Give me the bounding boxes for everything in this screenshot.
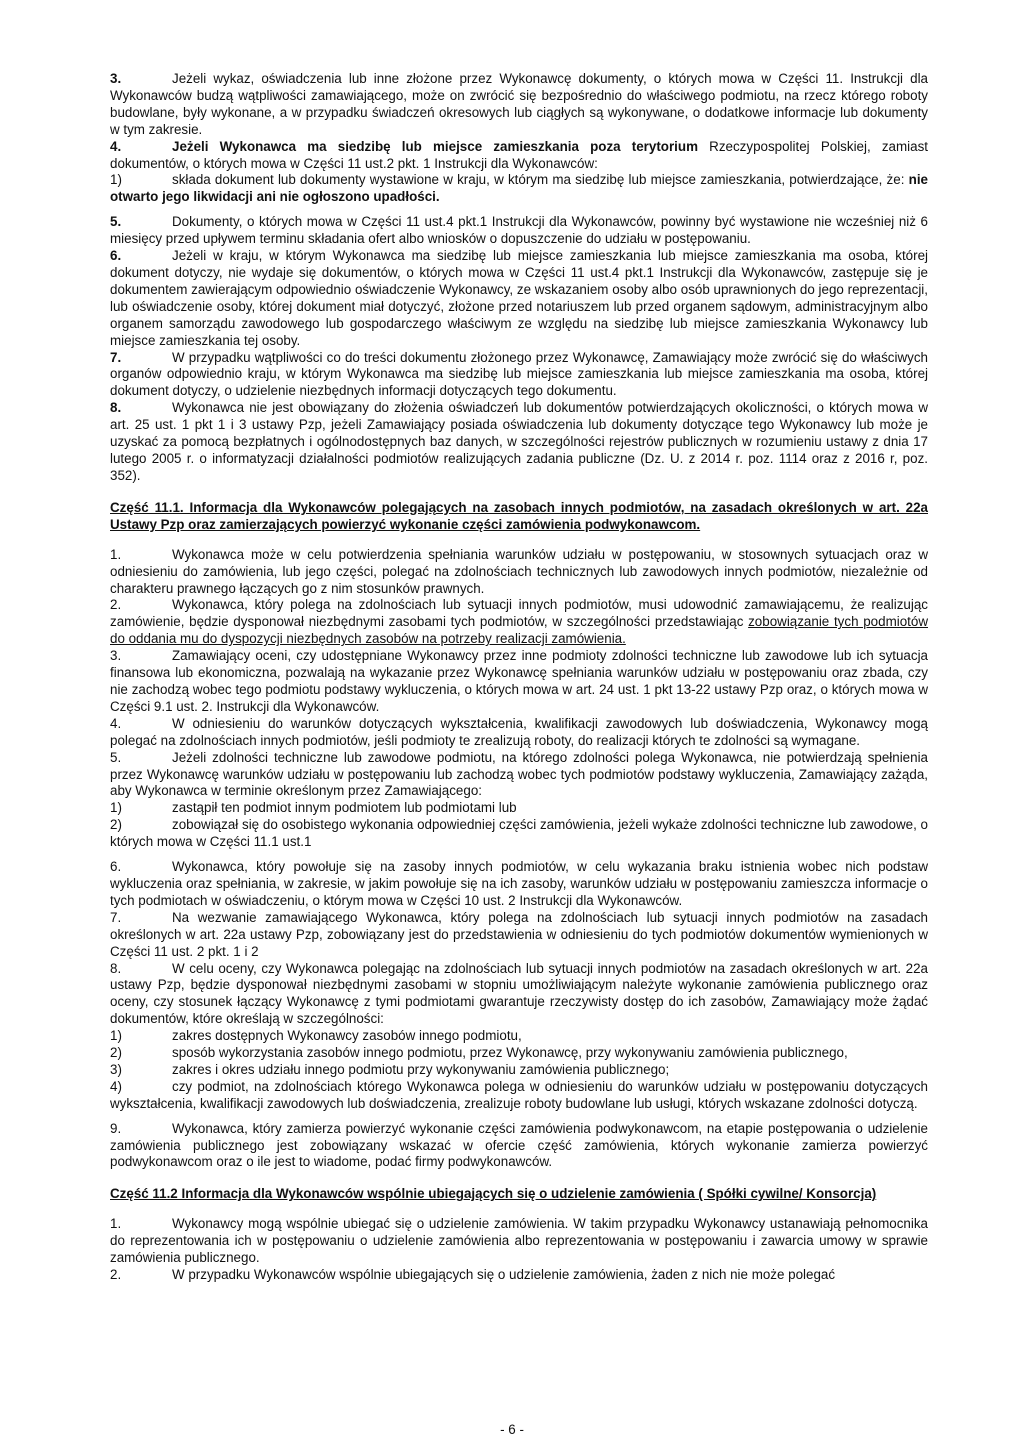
- item-number: 3.: [110, 71, 122, 86]
- item-number: 6.: [110, 248, 122, 264]
- paragraph-11-2-2: 2. W przypadku Wykonawców wspólnie ubiegających się o udzielenie zamówienia, żaden z nich nie może polegać: [110, 1267, 836, 1283]
- paragraph-11-1-3: 3. Zamawiający oceni, czy udostępniane Wykonawcy przez inne podmioty zdolności techniczne lub zawodowe lub ich sytuacja finansowa lub ekonomiczna, pozwalają na wykazanie przez Wykonawcę spełniania warunków udziału w postępowaniu oraz zbada, czy nie zachodzą wobec tego podmiotu podstawy wykluczenia, o których mowa w art. 24 ust. 1 pkt 13-22 ustawy Pzp oraz, o których mowa w Części 9.1 ust. 2. Instrukcji dla Wykonawców.: [110, 648, 928, 714]
- page-number: - 6 -: [500, 1422, 524, 1437]
- section-heading-11-2: Część 11.2 Informacja dla Wykonawców wspólnie ubiegających się o udzielenie zamówienia ( Spółki cywilne/ Konsorcja): [110, 1186, 877, 1202]
- item-number: 5.: [110, 214, 122, 230]
- list-item-8-4: 4) czy podmiot, na zdolnościach którego Wykonawca polega w odniesieniu do warunków udziału w postępowaniu dotyczących wykształcenia, kwalifikacji zawodowych lub doświadczenia, zrealizuje roboty budowlane lub usługi, których wskazane zdolności dotyczą.: [110, 1078, 928, 1111]
- paragraph-11-1-9: 9. Wykonawca, który zamierza powierzyć wykonanie części zamówienia podwykonawcom, na etapie postępowania o udzielenie zamówienia publicznego jest zobowiązany wskazać w ofercie część zamówienia, których wykonanie zamierza powierzyć podwykonawcom oraz o ile jest to wiadome, podać firmy podwykonawców.: [110, 1120, 928, 1170]
- list-item-4-1: 1) składa dokument lub dokumenty wystawione w kraju, w którym ma siedzibę lub miejsce zamieszkania, potwierdzające, że: nie otwarto jego likwidacji ani nie ogłoszono upadłości.: [110, 172, 928, 205]
- paragraph-11-1-2: 2. Wykonawca, który polega na zdolnościach lub sytuacji innych podmiotów, musi udowodnić zamawiającemu, że realizując zamówienie, będzie dysponował niezbędnymi zasobami tych podmiotów, w szczególności przedstawiając zobowiązanie tych podmiotów do oddania mu do dyspozycji niezbędnych zasobów na potrzeby realizacji zamówienia.: [110, 597, 928, 647]
- paragraph-5: 5. Dokumenty, o których mowa w Części 11 ust.4 pkt.1 Instrukcji dla Wykonawców, powinny być wystawione nie wcześniej niż 6 miesięcy przed upływem terminu składania ofert albo wniosków o dopuszczenie do udziału w postępowaniu.: [110, 214, 928, 247]
- paragraph-4: 4. Jeżeli Wykonawca ma siedzibę lub miejsce zamieszkania poza terytorium Rzeczypospolitej Polskiej, zamiast dokumentów, o których mowa w Części 11 ust.2 pkt. 1 Instrukcji dla Wykonawców:: [110, 138, 928, 171]
- paragraph-8: 8. Wykonawca nie jest obowiązany do złożenia oświadczeń lub dokumentów potwierdzających okoliczności, o których mowa w art. 25 ust. 1 pkt 1 i 3 ustawy Pzp, jeżeli Zamawiający posiada oświadczenia lub dokumenty dotyczące tego Wykonawcy lub może je uzyskać za pomocą bezpłatnych i ogólnodostępnych baz danych, w szczególności rejestrów publicznych w rozumieniu ustawy z dnia 17 lutego 2005 r. o informatyzacji działalności podmiotów realizujących zadania publiczne (Dz. U. z 2014 r. poz. 1114 oraz z 2016 r, poz. 352).: [110, 400, 928, 483]
- paragraph-11-1-6: 6. Wykonawca, który powołuje się na zasoby innych podmiotów, w celu wykazania braku istnienia wobec nich podstaw wykluczenia oraz spełniania, w zakresie, w jakim powołuje się na ich zasoby, warunków udziału w postępowaniu zamieszcza informacje o tych podmiotach w oświadczeniu, o którym mowa w Części 10 ust. 2 Instrukcji dla Wykonawców.: [110, 859, 928, 908]
- paragraph-11-1-7: 7. Na wezwanie zamawiającego Wykonawca, który polega na zdolnościach lub sytuacji innych podmiotów na zasadach określonych w art. 22a ustawy Pzp, zobowiązany jest do przedstawienia w odniesieniu do tych podmiotów dokumentów wymienionych w Części 11 ust. 2 pkt. 1 i 2: [110, 909, 928, 959]
- document-page: [110, 71, 928, 1284]
- paragraph-11-1-1: 1. Wykonawca może w celu potwierdzenia spełniania warunków udziału w postępowaniu, w stosownych sytuacjach oraz w odniesieniu do zamówienia, lub jego części, polegać na zdolnościach technicznych lub zawodowych innych podmiotów, niezależnie od charakteru prawnego łączących go z nim stosunków prawnych.: [110, 546, 928, 596]
- list-item-8-2: 2) sposób wykorzystania zasobów innego podmiotu, przez Wykonawcę, przy wykonywaniu zamówienia publicznego,: [110, 1045, 848, 1061]
- list-item-8-1: 1) zakres dostępnych Wykonawcy zasobów innego podmiotu,: [110, 1028, 522, 1044]
- paragraph-11-1-8: 8. W celu oceny, czy Wykonawca polegając na zdolnościach lub sytuacji innych podmiotów na zasadach określonych w art. 22a ustawy Pzp, będzie dysponował niezbędnymi zasobami w stopniu umożliwiającym należyte wykonanie zamówienia publicznego oraz oceny, czy stosunek łączący Wykonawcę z tymi podmiotami gwarantuje rzeczywisty dostęp do ich zasobów, Zamawiający może żądać dokumentów, które określają w szczególności:: [110, 960, 928, 1027]
- item-number: 7.: [110, 349, 122, 365]
- list-item-5-2: 2) zobowiązał się do osobistego wykonania odpowiedniej części zamówienia, jeżeli wykaże zdolności techniczne lub zawodowe, o których mowa w Części 11.1 ust.1: [110, 817, 928, 850]
- paragraph-6: 6. Jeżeli w kraju, w którym Wykonawca ma siedzibę lub miejsce zamieszkania lub miejsce zamieszkania ma osoba, której dokument dotyczy, nie wydaje się dokumentów, o których mowa w Części 11 ust.4 pkt.1 Instrukcji dla Wykonawców, zastępuje się je dokumentem zawierającym odpowiednio oświadczenie Wykonawcy, ze wskazaniem osoby albo osób uprawnionych do jego reprezentacji, lub oświadczenie osoby, której dokument miał dotyczyć, złożone przed notariuszem lub przed organem sądowym, administracyjnym albo organem samorządu zawodowego lub gospodarczego właściwym ze względu na siedzibę lub miejsce zamieszkania Wykonawcy lub miejsce zamieszkania tej osoby.: [110, 248, 928, 348]
- paragraph-11-2-1: 1. Wykonawcy mogą wspólnie ubiegać się o udzielenie zamówienia. W takim przypadku Wykonawcy ustanawiają pełnomocnika do reprezentowania ich w postępowaniu o udzielenie zamówienia albo reprezentowania w postępowaniu i zawarcia umowy w sprawie zamówienia publicznego.: [110, 1216, 928, 1266]
- list-item-8-3: 3) zakres i okres udziału innego podmiotu przy wykonywaniu zamówienia publicznego;: [110, 1061, 670, 1077]
- section-heading-11-1: Część 11.1. Informacja dla Wykonawców polegających na zasobach innych podmiotów, na zasadach określonych w art. 22a Ustawy Pzp oraz zamierzających powierzyć wykonanie części zamówienia podwykonawcom.: [110, 499, 928, 532]
- paragraph-11-1-4: 4. W odniesieniu do warunków dotyczących wykształcenia, kwalifikacji zawodowych lub doświadczenia, Wykonawcy mogą polegać na zdolnościach innych podmiotów, jeśli podmioty te zrealizują roboty, do realizacji których te zdolności są wymagane.: [110, 715, 928, 748]
- item-number: 4.: [110, 138, 122, 154]
- item-number: 8.: [110, 400, 122, 416]
- paragraph-11-1-5: 5. Jeżeli zdolności techniczne lub zawodowe podmiotu, na którego zdolności polega Wykonawca, nie potwierdzają spełnienia przez Wykonawcę warunków udziału w postępowaniu lub zachodzą wobec tych podmiotów podstawy wykluczenia, Zamawiający zażąda, aby Wykonawca w terminie określonym przez Zamawiającego:: [110, 749, 928, 799]
- paragraph-7: 7. W przypadku wątpliwości co do treści dokumentu złożonego przez Wykonawcę, Zamawiający może zwrócić się do właściwych organów odpowiednio kraju, w którym Wykonawca ma siedzibę lub miejsce zamieszkania lub miejsce zamieszkania ma osoba, której dokument dotyczy, o udzielenie niezbędnych informacji dotyczących tego dokumentu.: [110, 349, 928, 399]
- paragraph-3: 3. Jeżeli wykaz, oświadczenia lub inne złożone przez Wykonawcę dokumenty, o których mowa w Części 11. Instrukcji dla Wykonawców budzą wątpliwości zamawiającego, może on zwrócić się bezpośrednio do właściwego podmiotu, na rzecz którego roboty budowlane, były wykonane, a w przypadku świadczeń okresowych lub ciągłych są wykonywane, o dodatkowe informacje lub dokumenty w tym zakresie.: [110, 71, 928, 137]
- list-item-5-1: 1) zastąpił ten podmiot innym podmiotem lub podmiotami lub: [110, 800, 517, 816]
